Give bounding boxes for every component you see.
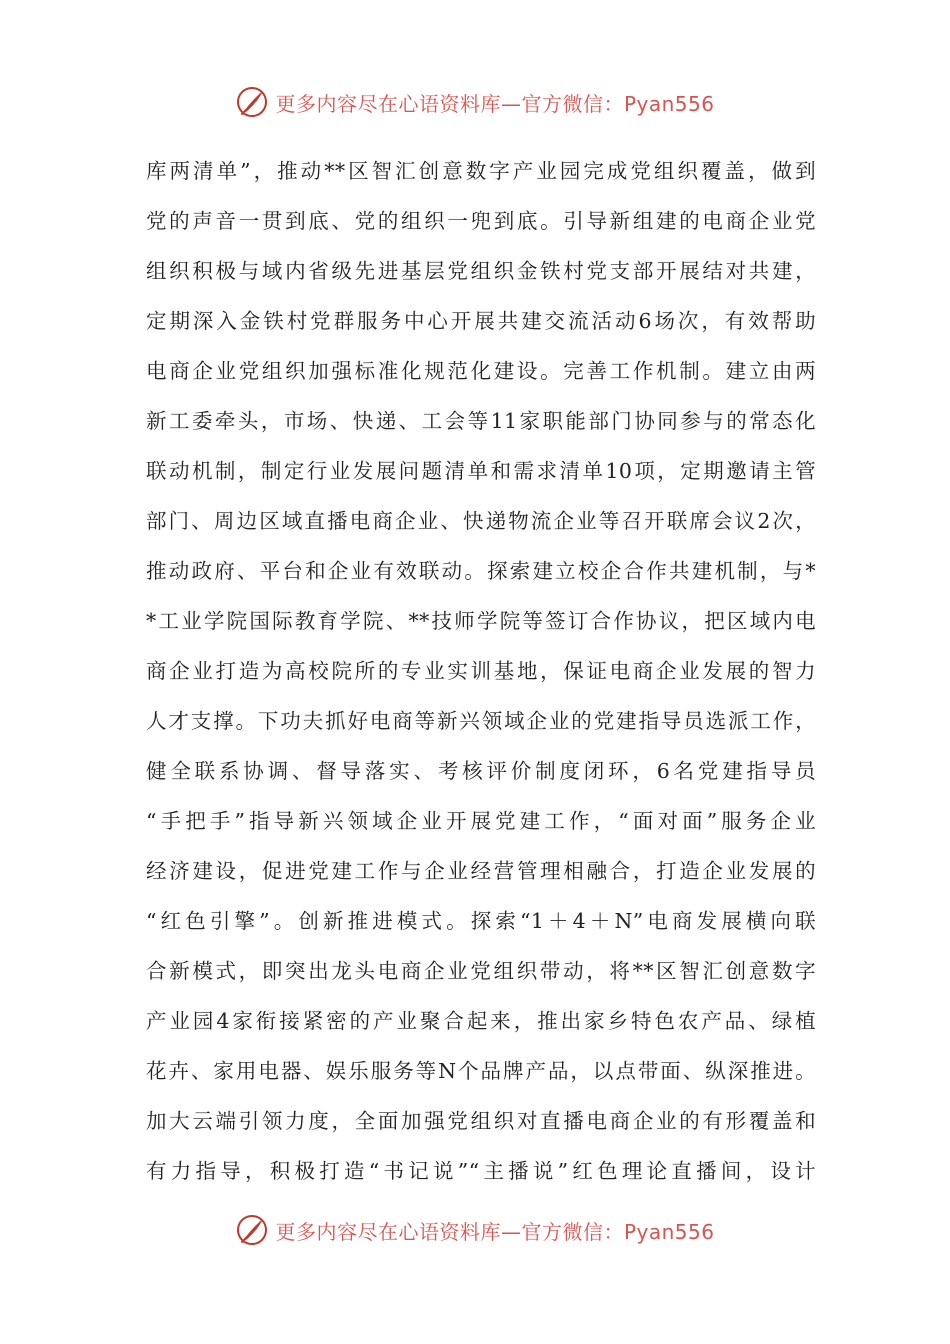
text-line: 加大云端引领力度，全面加强党组织对直播电商企业的有形覆盖和 <box>146 1109 816 1133</box>
text-line: 推动政府、平台和企业有效联动。探索建立校企合作共建机制，与* <box>146 559 816 583</box>
footer-watermark <box>0 1210 950 1250</box>
text-line: 库两清单”，推动**区智汇创意数字产业园完成党组织覆盖，做到 <box>146 159 816 183</box>
watermark-text: 更多内容尽在心语资料库—官方微信：Pyan556 <box>275 91 715 116</box>
text-line: 联动机制，制定行业发展问题清单和需求清单10项，定期邀请主管 <box>146 459 816 483</box>
text-line: 定期深入金铁村党群服务中心开展共建交流活动6场次，有效帮助 <box>146 309 816 333</box>
text-line: 党的声音一贯到底、党的组织一兜到底。引导新组建的电商企业党 <box>146 209 816 233</box>
text-line: 商企业打造为高校院所的专业实训基地，保证电商企业发展的智力 <box>146 659 816 683</box>
text-line: 合新模式，即突出龙头电商企业党组织带动，将**区智汇创意数字 <box>146 959 816 983</box>
text-line: 新工委牵头，市场、快递、工会等11家职能部门协同参与的常态化 <box>146 409 816 433</box>
watermark-text: 更多内容尽在心语资料库—官方微信：Pyan556 <box>275 1219 715 1244</box>
feather-pen-logo-icon <box>235 1213 269 1247</box>
text-line: 人才支撑。下功夫抓好电商等新兴领域企业的党建指导员选派工作， <box>146 709 816 733</box>
text-line: 部门、周边区域直播电商企业、快递物流企业等召开联席会议2次， <box>146 509 816 533</box>
feather-pen-logo-icon <box>235 85 269 119</box>
text-line: 产业园4家衔接紧密的产业聚合起来，推出家乡特色农产品、绿植 <box>146 1009 816 1033</box>
header-watermark <box>0 82 950 122</box>
text-line: 健全联系协调、督导落实、考核评价制度闭环，6名党建指导员 <box>146 759 816 783</box>
text-line: 电商企业党组织加强标准化规范化建设。完善工作机制。建立由两 <box>146 359 816 383</box>
document-body <box>146 146 816 1196</box>
text-line: 花卉、家用电器、娱乐服务等N个品牌产品，以点带面、纵深推进。 <box>146 1059 816 1083</box>
text-line: 组织积极与域内省级先进基层党组织金铁村党支部开展结对共建， <box>146 259 816 283</box>
text-line: 经济建设，促进党建工作与企业经营管理相融合，打造企业发展的 <box>146 859 816 883</box>
text-line: *工业学院国际教育学院、**技师学院等签订合作协议，把区域内电 <box>146 609 816 633</box>
text-line: 有力指导，积极打造“书记说”“主播说”红色理论直播间，设计 <box>146 1159 816 1183</box>
text-line: “红色引擎”。创新推进模式。探索“1＋4＋N”电商发展横向联 <box>146 909 816 933</box>
text-line: “手把手”指导新兴领域企业开展党建工作，“面对面”服务企业 <box>146 809 816 833</box>
